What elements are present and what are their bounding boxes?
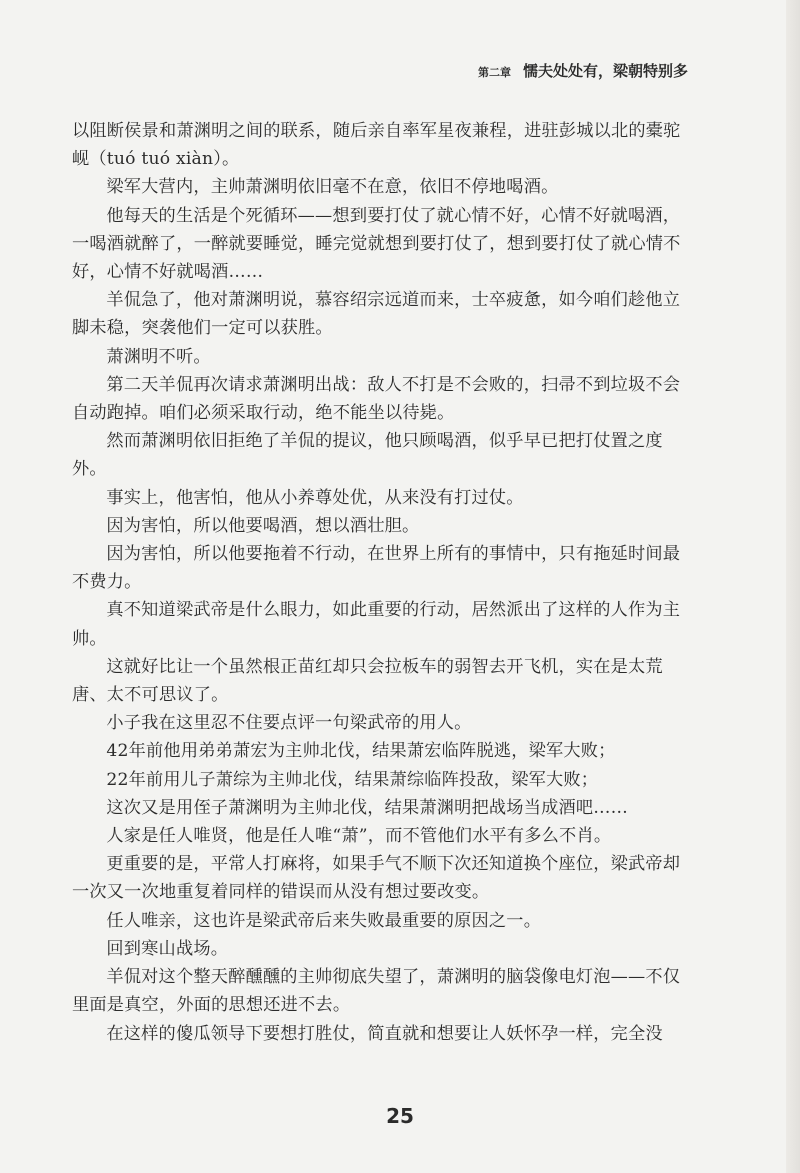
paragraph: 然而萧渊明依旧拒绝了羊侃的提议，他只顾喝酒，似乎早已把打仗置之度外。 [72, 431, 663, 480]
body-text [72, 117, 692, 1048]
chapter-label: 第二章 [477, 66, 511, 79]
paragraph: 22年前用儿子萧综为主帅北伐，结果萧综临阵投敌，梁军大败； [106, 769, 599, 790]
paragraph: 萧渊明不听。 [106, 346, 211, 367]
paragraph: 梁军大营内，主帅萧渊明依旧毫不在意，依旧不停地喝酒。 [106, 177, 559, 198]
paragraph: 第二天羊侃再次请求萧渊明出战：敌人不打是不会败的，扫帚不到垃圾不会自动跑掉。咱们必须采取行动，绝不能坐以待毙。 [72, 374, 681, 424]
paragraph: 羊侃急了，他对萧渊明说，慕容绍宗远道而来，士卒疲惫，如今咱们趁他立脚未稳，突袭他们一定可以获胜。 [72, 290, 681, 339]
paragraph: 他每天的生活是个死循环——想到要打仗了就心情不好，心情不好就喝酒，一喝酒就醉了，一醉就要睡觉，睡完觉就想到要打仗了，想到要打仗了就心情不好，心情不好就喝酒…… [72, 205, 681, 283]
paragraph: 以阻断侯景和萧渊明之间的联系，随后亲自率军星夜兼程，进驻彭城以北的橐驼岘（tuó tuó xiàn）。 [72, 121, 681, 170]
paragraph: 小子我在这里忍不住要点评一句梁武帝的用人。 [106, 713, 472, 734]
paragraph: 42年前他用弟弟萧宏为主帅北伐，结果萧宏临阵脱逃，梁军大败； [106, 741, 616, 762]
paragraph: 回到寒山战场。 [106, 938, 229, 959]
paragraph: 因为害怕，所以他要喝酒，想以酒壮胆。 [106, 515, 420, 536]
paragraph: 这次又是用侄子萧渊明为主帅北伐，结果萧渊明把战场当成酒吧…… [106, 797, 629, 818]
chapter-title: 懦夫处处有，梁朝特别多 [522, 62, 688, 80]
paragraph: 真不知道梁武帝是什么眼力，如此重要的行动，居然派出了这样的人作为主帅。 [72, 600, 681, 649]
paragraph: 羊侃对这个整天醉醺醺的主帅彻底失望了，萧渊明的脑袋像电灯泡——不仅里面是真空，外面的思想还进不去。 [72, 967, 681, 1016]
paragraph: 这就好比让一个虽然根正苗红却只会拉板车的弱智去开飞机，实在是太荒唐、太不可思议了。 [72, 656, 663, 706]
paragraph: 更重要的是，平常人打麻将，如果手气不顺下次还知道换个座位，梁武帝却一次又一次地重复着同样的错误而从没有想过要改变。 [72, 854, 681, 903]
paragraph: 因为害怕，所以他要拖着不行动，在世界上所有的事情中，只有拖延时间最不费力。 [72, 544, 681, 593]
paragraph: 事实上，他害怕，他从小养尊处优，从来没有打过仗。 [106, 487, 524, 508]
page-edge [786, 0, 800, 1173]
paragraph: 人家是任人唯贤，他是任人唯“萧”，而不管他们水平有多么不肖。 [106, 826, 612, 847]
running-head [478, 60, 688, 81]
paragraph: 在这样的傻瓜领导下要想打胜仗，简直就和想要让人妖怀孕一样，完全没 [106, 1023, 663, 1044]
paragraph: 任人唯亲，这也许是梁武帝后来失败最重要的原因之一。 [106, 910, 542, 931]
page-number: 25 [386, 1104, 414, 1128]
